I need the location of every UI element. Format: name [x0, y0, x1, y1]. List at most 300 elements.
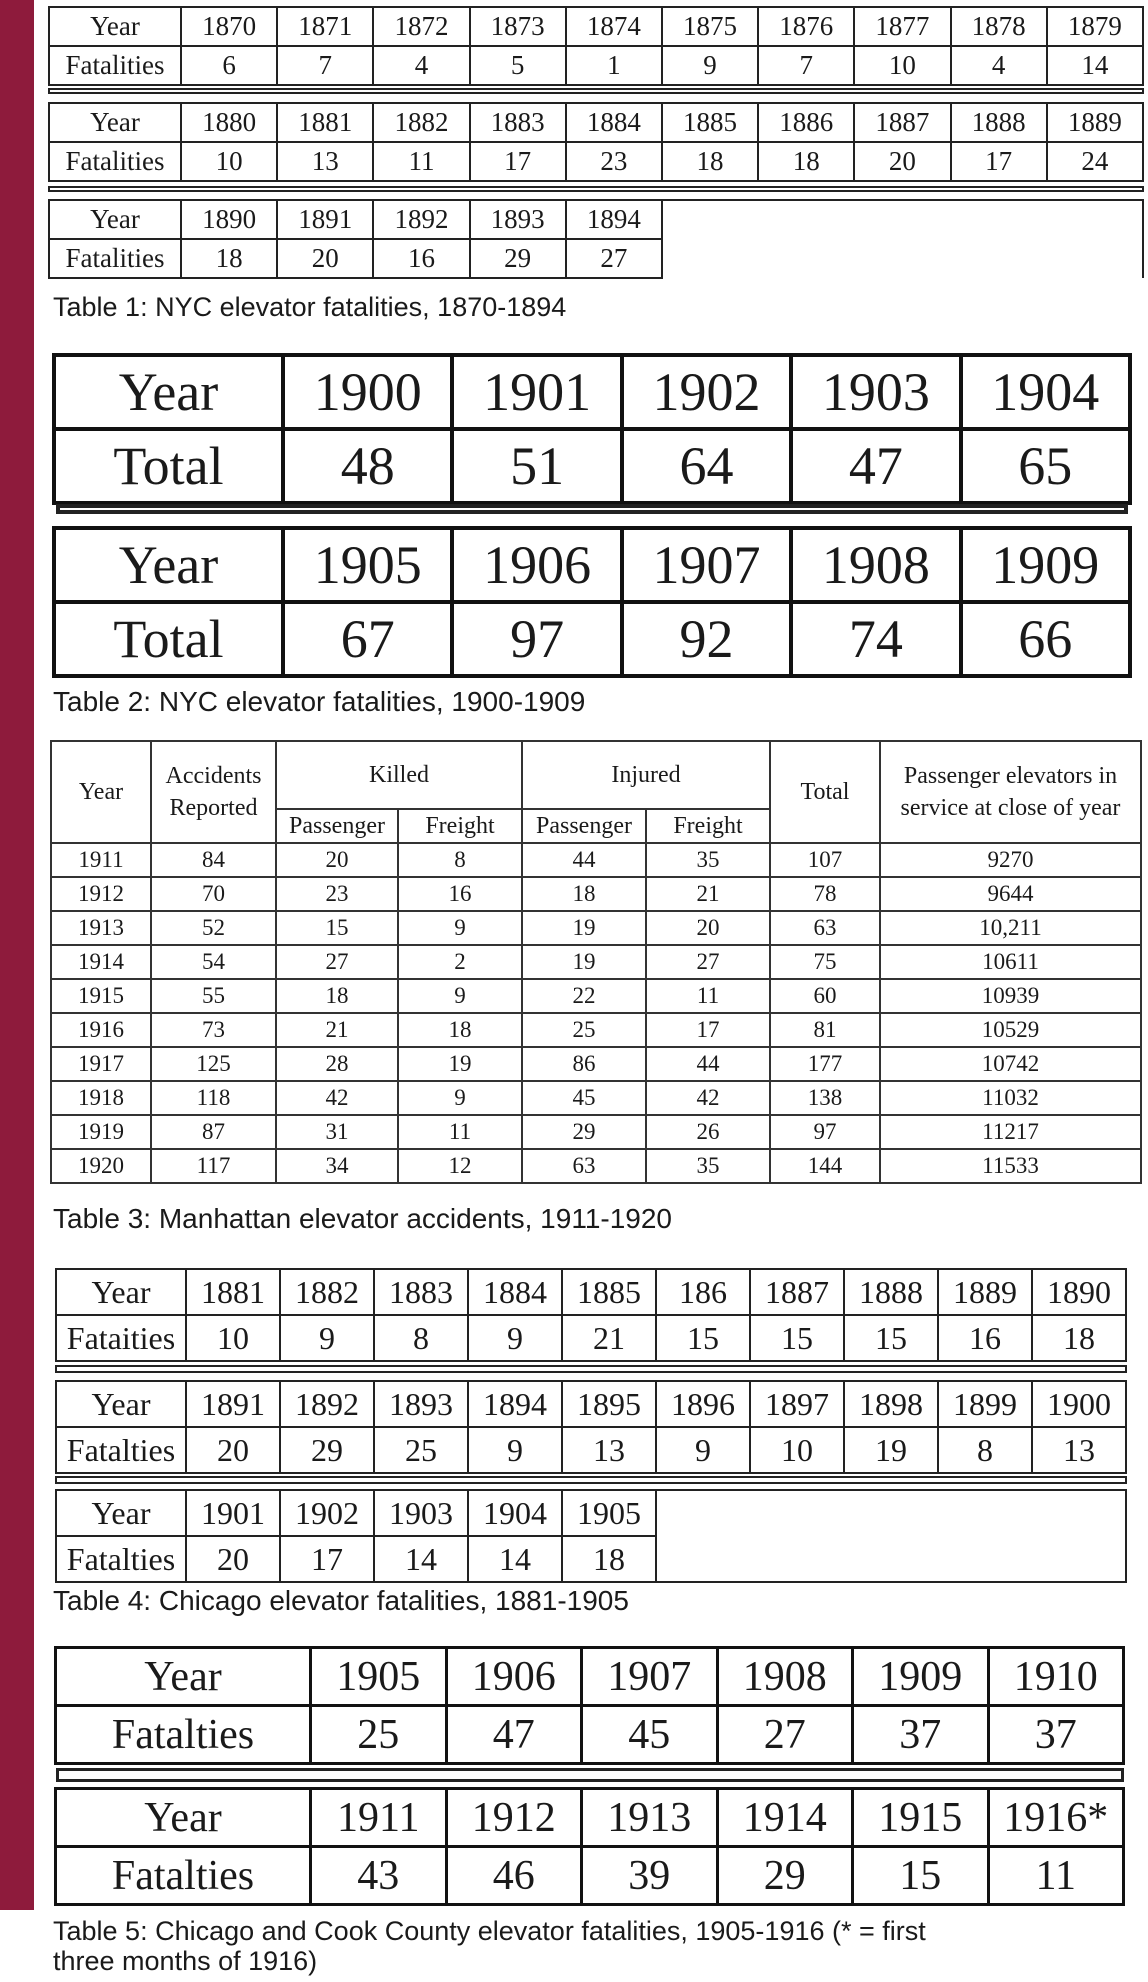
row-label: Year	[49, 103, 181, 142]
value-cell: 97	[452, 602, 621, 676]
table-cell: 34	[276, 1149, 398, 1183]
value-cell: 29	[280, 1427, 374, 1473]
table-row	[56, 1706, 1124, 1764]
table-cell: 26	[646, 1115, 770, 1149]
table-row	[54, 602, 1130, 676]
value-cell: 67	[283, 602, 452, 676]
table-cell: 9	[398, 911, 522, 945]
year-cell: 1891	[277, 200, 373, 239]
value-cell: 18	[1032, 1315, 1126, 1361]
table2-block2	[52, 526, 1132, 678]
value-cell: 39	[582, 1847, 718, 1905]
table-cell: 87	[151, 1115, 276, 1149]
row-label: Fatalities	[49, 142, 181, 181]
table-cell: 23	[276, 877, 398, 911]
value-cell: 15	[844, 1315, 938, 1361]
value-cell: 8	[938, 1427, 1032, 1473]
row-label: Total	[54, 429, 283, 503]
value-cell: 66	[961, 602, 1130, 676]
year-cell: 1900	[1032, 1381, 1126, 1427]
header-elevators-line1: Passenger elevators in	[903, 763, 1118, 789]
table-cell: 63	[770, 911, 880, 945]
year-cell: 1875	[662, 7, 758, 46]
row-label: Year	[56, 1789, 311, 1847]
table-cell: 42	[276, 1081, 398, 1115]
table-row	[54, 429, 1130, 503]
table5-caption	[53, 1916, 926, 1976]
header-year: Year	[51, 741, 151, 843]
table-cell: 10529	[880, 1013, 1141, 1047]
value-cell: 7	[758, 46, 854, 85]
table-cell: 35	[646, 1149, 770, 1183]
year-cell: 1911	[311, 1789, 447, 1847]
table-cell: 84	[151, 843, 276, 877]
table-row	[51, 1081, 1141, 1115]
table-cell: 81	[770, 1013, 880, 1047]
table-row	[51, 843, 1141, 877]
table-header-row	[51, 741, 1141, 809]
header-killed-freight: Freight	[398, 809, 522, 843]
table-cell: 118	[151, 1081, 276, 1115]
row-label: Fatalties	[56, 1536, 186, 1582]
table-cell: 21	[276, 1013, 398, 1047]
value-cell: 6	[181, 46, 277, 85]
value-cell: 47	[791, 429, 960, 503]
table-cell: 9270	[880, 843, 1141, 877]
year-cell: 1914	[717, 1789, 853, 1847]
table-cell: 86	[522, 1047, 646, 1081]
table-row	[51, 945, 1141, 979]
value-cell: 14	[374, 1536, 468, 1582]
table5-caption-line2: three months of 1916)	[53, 1946, 318, 1976]
table-separator	[56, 504, 1128, 514]
header-elevators-line2: service at close of year	[900, 795, 1121, 821]
value-cell: 8	[374, 1315, 468, 1361]
year-cell: 1904	[468, 1490, 562, 1536]
table3	[50, 740, 1142, 1184]
value-cell: 17	[280, 1536, 374, 1582]
table-cell: 8	[398, 843, 522, 877]
value-cell: 27	[566, 239, 662, 278]
year-cell: 1883	[470, 103, 566, 142]
value-cell: 9	[662, 46, 758, 85]
year-cell: 1903	[791, 355, 960, 429]
table-cell: 27	[276, 945, 398, 979]
value-cell: 43	[311, 1847, 447, 1905]
table-cell: 107	[770, 843, 880, 877]
year-cell: 1896	[656, 1381, 750, 1427]
year-cell: 1880	[181, 103, 277, 142]
year-cell: 1897	[750, 1381, 844, 1427]
table-cell: 125	[151, 1047, 276, 1081]
table-cell: 11533	[880, 1149, 1141, 1183]
header-injured-passenger: Passenger	[522, 809, 646, 843]
table-cell: 25	[522, 1013, 646, 1047]
header-killed-passenger: Passenger	[276, 809, 398, 843]
value-cell: 74	[791, 602, 960, 676]
value-cell: 25	[311, 1706, 447, 1764]
year-cell: 1898	[844, 1381, 938, 1427]
row-label: Total	[54, 602, 283, 676]
table-cell: 2	[398, 945, 522, 979]
year-cell: 1916*	[988, 1789, 1124, 1847]
row-label: Year	[54, 355, 283, 429]
row-label: Year	[56, 1269, 186, 1315]
year-cell: 1892	[280, 1381, 374, 1427]
table1-block2	[48, 102, 1144, 182]
value-cell: 14	[468, 1536, 562, 1582]
value-cell: 11	[373, 142, 469, 181]
year-cell: 1878	[951, 7, 1047, 46]
year-cell: 1893	[470, 200, 566, 239]
value-cell: 16	[938, 1315, 1032, 1361]
value-cell: 10	[186, 1315, 280, 1361]
row-label: Year	[56, 1648, 311, 1706]
table-row	[51, 1149, 1141, 1183]
table3-caption: Table 3: Manhattan elevator accidents, 1911-1920	[53, 1203, 673, 1234]
table-cell: 75	[770, 945, 880, 979]
table-cell: 16	[398, 877, 522, 911]
year-cell: 1888	[951, 103, 1047, 142]
year-cell: 1908	[791, 528, 960, 602]
value-cell: 14	[1047, 46, 1143, 85]
table-cell: 44	[522, 843, 646, 877]
year-cell: 1871	[277, 7, 373, 46]
row-label: Year	[56, 1490, 186, 1536]
year-cell: 1907	[582, 1648, 718, 1706]
table-row	[56, 1847, 1124, 1905]
year-cell: 1887	[854, 103, 950, 142]
value-cell: 51	[452, 429, 621, 503]
year-cell: 1895	[562, 1381, 656, 1427]
table-cell: 44	[646, 1047, 770, 1081]
year-cell: 1887	[750, 1269, 844, 1315]
table1-block1	[48, 6, 1144, 86]
year-cell: 1902	[280, 1490, 374, 1536]
table-row	[56, 1315, 1126, 1361]
value-cell: 29	[717, 1847, 853, 1905]
table-cell: 9644	[880, 877, 1141, 911]
table5-block1	[54, 1646, 1125, 1765]
value-cell: 15	[750, 1315, 844, 1361]
table4-block1	[55, 1268, 1127, 1362]
year-cell: 1881	[277, 103, 373, 142]
value-cell: 1	[566, 46, 662, 85]
year-cell: 1906	[452, 528, 621, 602]
table-cell: 18	[522, 877, 646, 911]
row-label: Year	[54, 528, 283, 602]
table-cell: 18	[398, 1013, 522, 1047]
table-cell: 54	[151, 945, 276, 979]
value-cell: 15	[656, 1315, 750, 1361]
row-label: Fatalities	[49, 46, 181, 85]
row-label: Fataities	[56, 1315, 186, 1361]
value-cell: 46	[446, 1847, 582, 1905]
table-row	[56, 1427, 1126, 1473]
year-cell: 1891	[186, 1381, 280, 1427]
header-elevators	[880, 741, 1141, 843]
year-cell: 1892	[373, 200, 469, 239]
table-cell: 15	[276, 911, 398, 945]
year-cell: 1886	[758, 103, 854, 142]
value-cell: 48	[283, 429, 452, 503]
year-cell: 1877	[854, 7, 950, 46]
table-row	[54, 355, 1130, 429]
table-cell: 19	[398, 1047, 522, 1081]
value-cell: 10	[181, 142, 277, 181]
year-cell: 1903	[374, 1490, 468, 1536]
table-cell: 21	[646, 877, 770, 911]
value-cell: 13	[277, 142, 373, 181]
value-cell: 13	[1032, 1427, 1126, 1473]
header-injured: Injured	[522, 741, 770, 809]
table-cell: 1913	[51, 911, 151, 945]
table-cell: 20	[646, 911, 770, 945]
year-cell: 1882	[280, 1269, 374, 1315]
table-cell: 1914	[51, 945, 151, 979]
year-cell: 1915	[853, 1789, 989, 1847]
row-label: Fatalties	[56, 1847, 311, 1905]
table-row	[51, 979, 1141, 1013]
table1-caption: Table 1: NYC elevator fatalities, 1870-1894	[53, 292, 567, 322]
empty-cell	[662, 200, 1143, 278]
value-cell: 15	[853, 1847, 989, 1905]
year-cell: 1901	[452, 355, 621, 429]
table-separator	[56, 1768, 1124, 1782]
value-cell: 9	[280, 1315, 374, 1361]
table-cell: 144	[770, 1149, 880, 1183]
header-total: Total	[770, 741, 880, 843]
year-cell: 1873	[470, 7, 566, 46]
year-cell: 1883	[374, 1269, 468, 1315]
table-cell: 10742	[880, 1047, 1141, 1081]
value-cell: 18	[758, 142, 854, 181]
table-cell: 42	[646, 1081, 770, 1115]
table-row	[56, 1648, 1124, 1706]
row-label: Fatalities	[49, 239, 181, 278]
table-cell: 1920	[51, 1149, 151, 1183]
year-cell: 1888	[844, 1269, 938, 1315]
row-label: Fatalties	[56, 1427, 186, 1473]
table-cell: 52	[151, 911, 276, 945]
value-cell: 4	[373, 46, 469, 85]
table-cell: 9	[398, 1081, 522, 1115]
table-cell: 10939	[880, 979, 1141, 1013]
table5-caption-line1: Table 5: Chicago and Cook County elevator fatalities, 1905-1916 (* = first	[53, 1916, 926, 1946]
table-cell: 10611	[880, 945, 1141, 979]
year-cell: 1902	[622, 355, 791, 429]
year-cell: 1909	[961, 528, 1130, 602]
value-cell: 24	[1047, 142, 1143, 181]
year-cell: 1912	[446, 1789, 582, 1847]
row-label: Year	[49, 7, 181, 46]
table-cell: 1911	[51, 843, 151, 877]
year-cell: 1889	[1047, 103, 1143, 142]
value-cell: 20	[277, 239, 373, 278]
value-cell: 37	[853, 1706, 989, 1764]
year-cell: 1872	[373, 7, 469, 46]
table-cell: 9	[398, 979, 522, 1013]
table5-block2	[54, 1787, 1125, 1906]
year-cell: 1884	[468, 1269, 562, 1315]
table-cell: 55	[151, 979, 276, 1013]
header-injured-freight: Freight	[646, 809, 770, 843]
value-cell: 4	[951, 46, 1047, 85]
value-cell: 18	[181, 239, 277, 278]
year-cell: 1881	[186, 1269, 280, 1315]
table-row	[56, 1381, 1126, 1427]
header-killed: Killed	[276, 741, 522, 809]
table-cell: 11	[646, 979, 770, 1013]
year-cell: 1894	[566, 200, 662, 239]
table-row	[54, 528, 1130, 602]
table-row	[49, 142, 1143, 181]
year-cell: 1885	[562, 1269, 656, 1315]
value-cell: 19	[844, 1427, 938, 1473]
table-cell: 19	[522, 911, 646, 945]
year-cell: 1889	[938, 1269, 1032, 1315]
year-cell: 1909	[853, 1648, 989, 1706]
value-cell: 27	[717, 1706, 853, 1764]
year-cell: 1885	[662, 103, 758, 142]
table-separator	[48, 186, 1144, 192]
value-cell: 45	[582, 1706, 718, 1764]
table3-body	[51, 843, 1141, 1183]
year-cell: 1905	[562, 1490, 656, 1536]
year-cell: 1882	[373, 103, 469, 142]
year-cell: 1904	[961, 355, 1130, 429]
table-cell: 11217	[880, 1115, 1141, 1149]
table-cell: 31	[276, 1115, 398, 1149]
value-cell: 20	[854, 142, 950, 181]
year-cell: 1893	[374, 1381, 468, 1427]
value-cell: 21	[562, 1315, 656, 1361]
value-cell: 16	[373, 239, 469, 278]
table-cell: 1917	[51, 1047, 151, 1081]
table-cell: 97	[770, 1115, 880, 1149]
table4-caption: Table 4: Chicago elevator fatalities, 1881-1905	[53, 1585, 629, 1616]
year-cell: 1890	[1032, 1269, 1126, 1315]
year-cell: 186	[656, 1269, 750, 1315]
table-row	[56, 1269, 1126, 1315]
year-cell: 1894	[468, 1381, 562, 1427]
table-row	[51, 1115, 1141, 1149]
table-separator	[55, 1476, 1127, 1484]
value-cell: 65	[961, 429, 1130, 503]
value-cell: 47	[446, 1706, 582, 1764]
table-cell: 11	[398, 1115, 522, 1149]
value-cell: 17	[951, 142, 1047, 181]
table-cell: 45	[522, 1081, 646, 1115]
value-cell: 5	[470, 46, 566, 85]
value-cell: 23	[566, 142, 662, 181]
value-cell: 9	[656, 1427, 750, 1473]
table-cell: 73	[151, 1013, 276, 1047]
value-cell: 92	[622, 602, 791, 676]
year-cell: 1901	[186, 1490, 280, 1536]
table1-block3	[48, 199, 1144, 279]
header-accidents-line1: Accidents	[165, 763, 262, 789]
table-cell: 19	[522, 945, 646, 979]
table-row	[56, 1789, 1124, 1847]
year-cell: 1890	[181, 200, 277, 239]
year-cell: 1908	[717, 1648, 853, 1706]
value-cell: 37	[988, 1706, 1124, 1764]
table-cell: 60	[770, 979, 880, 1013]
table-cell: 1915	[51, 979, 151, 1013]
year-cell: 1907	[622, 528, 791, 602]
table-cell: 35	[646, 843, 770, 877]
row-label: Fatalties	[56, 1706, 311, 1764]
value-cell: 20	[186, 1536, 280, 1582]
table-cell: 70	[151, 877, 276, 911]
year-cell: 1900	[283, 355, 452, 429]
table2-caption: Table 2: NYC elevator fatalities, 1900-1909	[53, 686, 586, 717]
year-cell: 1905	[283, 528, 452, 602]
table-cell: 11032	[880, 1081, 1141, 1115]
table-row	[51, 1047, 1141, 1081]
table-cell: 1912	[51, 877, 151, 911]
table-row	[49, 200, 1143, 239]
year-cell: 1910	[988, 1648, 1124, 1706]
value-cell: 10	[854, 46, 950, 85]
table-row	[51, 877, 1141, 911]
table-cell: 18	[276, 979, 398, 1013]
table4-block3	[55, 1489, 1127, 1583]
table-cell: 10,211	[880, 911, 1141, 945]
table-cell: 20	[276, 843, 398, 877]
value-cell: 29	[470, 239, 566, 278]
table-cell: 22	[522, 979, 646, 1013]
value-cell: 11	[988, 1847, 1124, 1905]
year-cell: 1906	[446, 1648, 582, 1706]
table-cell: 117	[151, 1149, 276, 1183]
table-cell: 63	[522, 1149, 646, 1183]
table-separator	[55, 1365, 1127, 1373]
table-row	[49, 7, 1143, 46]
value-cell: 9	[468, 1315, 562, 1361]
table-cell: 138	[770, 1081, 880, 1115]
header-accidents	[151, 741, 276, 843]
table-row	[51, 911, 1141, 945]
table-row	[49, 103, 1143, 142]
value-cell: 10	[750, 1427, 844, 1473]
table-row	[51, 1013, 1141, 1047]
value-cell: 64	[622, 429, 791, 503]
table-cell: 12	[398, 1149, 522, 1183]
year-cell: 1884	[566, 103, 662, 142]
row-label: Year	[49, 200, 181, 239]
table4-block2	[55, 1380, 1127, 1474]
value-cell: 18	[562, 1536, 656, 1582]
year-cell: 1879	[1047, 7, 1143, 46]
value-cell: 25	[374, 1427, 468, 1473]
row-label: Year	[56, 1381, 186, 1427]
header-accidents-line2: Reported	[169, 795, 258, 821]
table-separator	[48, 88, 1144, 94]
year-cell: 1876	[758, 7, 854, 46]
year-cell: 1899	[938, 1381, 1032, 1427]
table-cell: 27	[646, 945, 770, 979]
table-cell: 29	[522, 1115, 646, 1149]
empty-cell	[656, 1490, 1126, 1582]
value-cell: 18	[662, 142, 758, 181]
table-cell: 177	[770, 1047, 880, 1081]
value-cell: 7	[277, 46, 373, 85]
table-cell: 1918	[51, 1081, 151, 1115]
table-row	[56, 1490, 1126, 1536]
table-cell: 1919	[51, 1115, 151, 1149]
